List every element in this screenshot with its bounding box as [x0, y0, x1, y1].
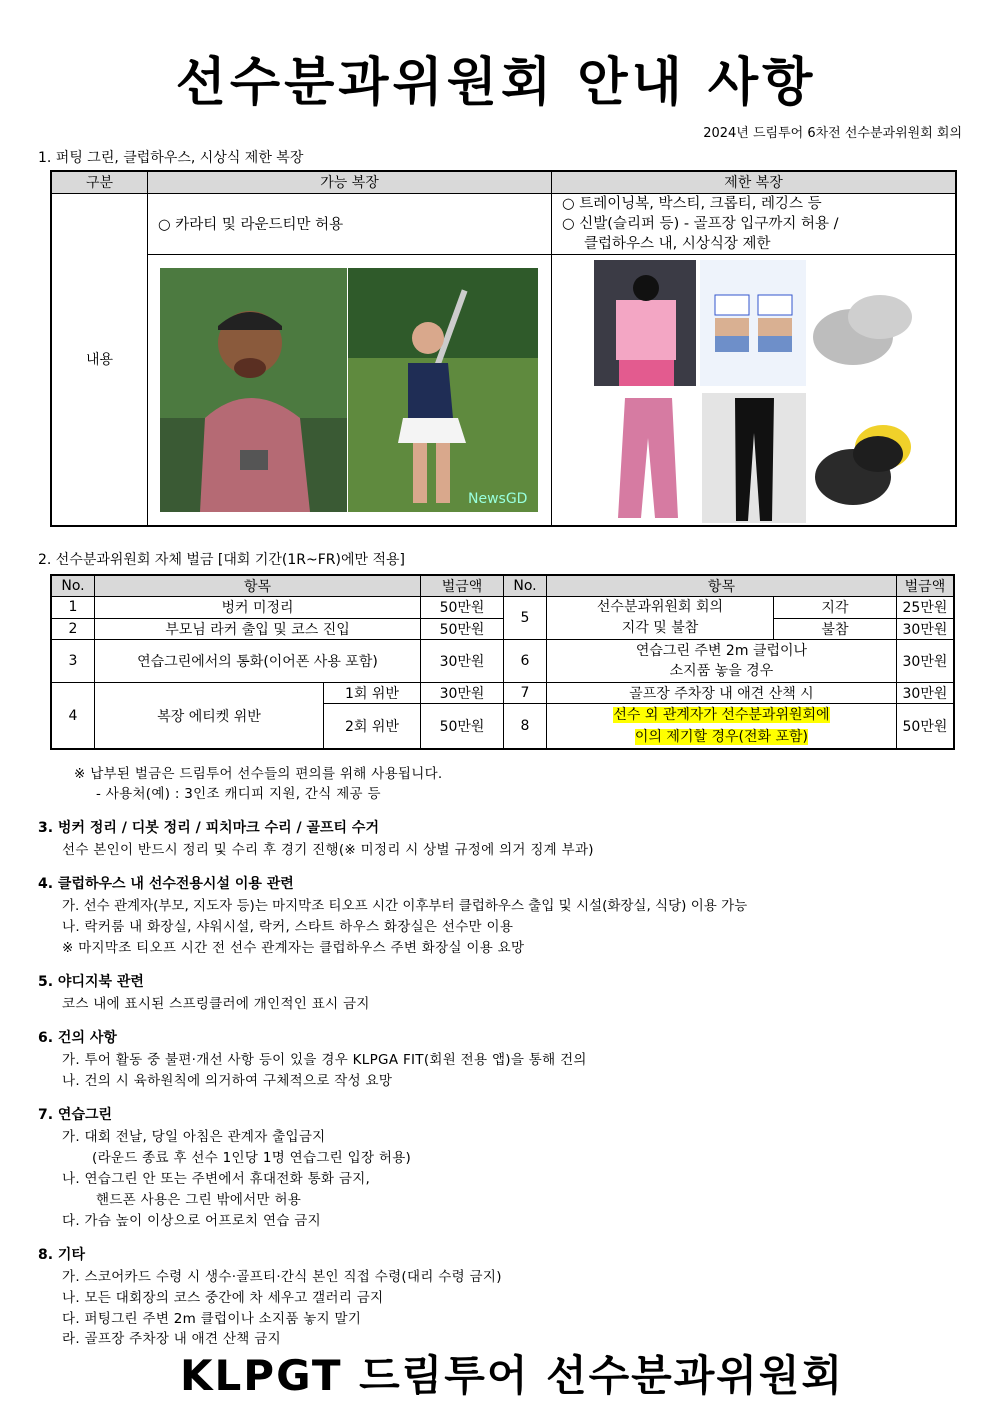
r2-fine: 50만원 — [421, 618, 504, 640]
section-7-line-4: 핸드폰 사용은 그린 밖에서만 허용 — [96, 1192, 302, 1208]
r8-fine: 50만원 — [896, 704, 954, 750]
fine-note-2: - 사용처(예) : 3인조 캐디피 지원, 간식 제공 등 — [96, 786, 381, 802]
r4b-sub: 2회 위반 — [324, 704, 421, 750]
leggings-photo — [702, 393, 806, 523]
r4b-fine: 50만원 — [421, 704, 504, 750]
restricted-line-1: ○ 트레이닝복, 박스티, 크롭티, 레깅스 등 — [562, 195, 822, 212]
crop-top-photo — [700, 260, 806, 386]
row-label: 내용 — [51, 193, 148, 526]
section-6-heading: 6. 건의 사항 — [38, 1030, 117, 1046]
section-5-heading: 5. 야디지북 관련 — [38, 974, 144, 990]
r6-no: 6 — [504, 640, 547, 683]
crocs-photo — [808, 392, 916, 522]
section-8-heading: 8. 기타 — [38, 1247, 85, 1263]
r6-item-line2: 소지품 놓을 경우 — [669, 663, 774, 679]
r7-fine: 30만원 — [896, 683, 954, 704]
section-5-line-1: 코스 내에 표시된 스프링클러에 개인적인 표시 금지 — [62, 996, 370, 1012]
r5a-fine: 25만원 — [896, 597, 954, 619]
section-8-line-4: 라. 골프장 주차장 내 애견 산책 금지 — [62, 1331, 281, 1347]
r5-item-line2: 지각 및 불참 — [621, 620, 699, 636]
section-4-line-2: 나. 락커룸 내 화장실, 샤워시설, 락커, 스타트 하우스 화장실은 선수만 이용 — [62, 919, 514, 935]
r3-fine: 30만원 — [421, 640, 504, 683]
section-3-line-1: 선수 본인이 반드시 정리 및 수리 후 경기 진행(※ 미정리 시 상벌 규정에 의거 징계 부과) — [62, 842, 594, 858]
col-fine-left: 벌금액 — [421, 575, 504, 597]
section-4-line-1: 가. 선수 관계자(부모, 지도자 등)는 마지막조 티오프 시간 이후부터 클럽하우스 출입 및 시설(화장실, 식당) 이용 가능 — [62, 898, 748, 914]
r4-item: 복장 에티켓 위반 — [95, 683, 324, 750]
r5a-sub: 지각 — [774, 597, 897, 619]
section-4-line-3: ※ 마지막조 티오프 시간 전 선수 관계자는 클럽하우스 주변 화장실 이용 요망 — [62, 940, 525, 956]
fine-table — [50, 574, 955, 750]
section-7-line-3: 나. 연습그린 안 또는 주변에서 휴대전화 통화 금지, — [62, 1171, 371, 1187]
r7-no: 7 — [504, 683, 547, 704]
restricted-line-3: 클럽하우스 내, 시상식장 제한 — [584, 235, 771, 252]
r2-no: 2 — [51, 618, 95, 640]
slipper-photo — [808, 262, 916, 380]
r8-item — [547, 704, 897, 750]
col-fine-right: 벌금액 — [896, 575, 954, 597]
r5b-fine: 30만원 — [896, 618, 954, 640]
section-7-heading: 7. 연습그린 — [38, 1107, 113, 1123]
r3-item: 연습그린에서의 통화(이어폰 사용 포함) — [95, 640, 421, 683]
r4a-sub: 1회 위반 — [324, 683, 421, 704]
restricted-text — [552, 193, 957, 254]
r1-item: 벙커 미정리 — [95, 597, 421, 619]
r1-no: 1 — [51, 597, 95, 619]
r7-item: 골프장 주차장 내 애견 산책 시 — [547, 683, 897, 704]
fine-note-1: ※ 납부된 벌금은 드림투어 선수들의 편의를 위해 사용됩니다. — [74, 766, 443, 782]
section-7-line-1: 가. 대회 전날, 당일 아침은 관계자 출입금지 — [62, 1129, 326, 1145]
photo-watermark: NewsGD — [468, 491, 528, 507]
section-3-heading: 3. 벙커 정리 / 디봇 정리 / 피치마크 수리 / 골프티 수거 — [38, 820, 379, 836]
r1-fine: 50만원 — [421, 597, 504, 619]
r5-item-line1: 선수분과위원회 회의 — [596, 599, 724, 615]
section-4-heading: 4. 클럽하우스 내 선수전용시설 이용 관련 — [38, 876, 294, 892]
section-8-line-1: 가. 스코어카드 수령 시 생수·골프티·간식 본인 직접 수령(대리 수령 금지) — [62, 1269, 502, 1285]
r5-item — [547, 597, 774, 640]
col-no-right: No. — [504, 575, 547, 597]
r5-no: 5 — [504, 597, 547, 640]
restricted-line-2: ○ 신발(슬리퍼 등) - 골프장 입구까지 허용 / — [562, 215, 839, 232]
allowed-text: ○ 카라티 및 라운드티만 허용 — [148, 193, 552, 254]
r4-no: 4 — [51, 683, 95, 750]
r2-item: 부모님 라커 출입 및 코스 진입 — [95, 618, 421, 640]
r6-fine: 30만원 — [896, 640, 954, 683]
r6-item-line1: 연습그린 주변 2m 클럽이나 — [635, 643, 808, 659]
r6-item — [547, 640, 897, 683]
col-allowed: 가능 복장 — [148, 171, 552, 193]
col-no-left: No. — [51, 575, 95, 597]
r8-item-line1: 선수 외 관계자가 선수분과위원회에 — [613, 707, 830, 723]
r4a-fine: 30만원 — [421, 683, 504, 704]
meeting-subtitle: 2024년 드림투어 6차전 선수분과위원회 회의 — [703, 126, 962, 141]
section-1-heading: 1. 퍼팅 그린, 클럽하우스, 시상식 제한 복장 — [38, 150, 304, 166]
training-outfit-photo — [594, 260, 696, 386]
section-8-line-2: 나. 모든 대회장의 코스 중간에 차 세우고 갤러리 금지 — [62, 1290, 384, 1306]
r8-item-line2: 이의 제기할 경우(전화 포함) — [634, 729, 808, 745]
col-item-left: 항목 — [95, 575, 421, 597]
male-golfer-photo — [160, 268, 347, 512]
section-7-line-2: (라운드 종료 후 선수 1인당 1명 연습그린 입장 허용) — [92, 1150, 412, 1166]
col-item-right: 항목 — [547, 575, 897, 597]
r5b-sub: 불참 — [774, 618, 897, 640]
page-title: 선수분과위원회 안내 사항 — [175, 53, 817, 113]
col-category: 구분 — [51, 171, 148, 193]
col-restricted: 제한 복장 — [552, 171, 957, 193]
female-golfer-photo — [348, 268, 538, 512]
section-6-line-1: 가. 투어 활동 중 불편·개선 사항 등이 있을 경우 KLPGA FIT(회원 전용 앱)을 통해 건의 — [62, 1052, 587, 1068]
r8-no: 8 — [504, 704, 547, 750]
jogger-pants-photo — [610, 393, 686, 523]
r3-no: 3 — [51, 640, 95, 683]
section-7-line-5: 다. 가슴 높이 이상으로 어프로치 연습 금지 — [62, 1213, 321, 1229]
section-6-line-2: 나. 건의 시 육하원칙에 의거하여 구체적으로 작성 요망 — [62, 1073, 393, 1089]
footer-title: KLPGT 드림투어 선수분과위원회 — [180, 1351, 845, 1400]
section-8-line-3: 다. 퍼팅그린 주변 2m 클럽이나 소지품 놓지 말기 — [62, 1311, 362, 1327]
section-2-heading: 2. 선수분과위원회 자체 벌금 [대회 기간(1R~FR)에만 적용] — [38, 552, 406, 568]
